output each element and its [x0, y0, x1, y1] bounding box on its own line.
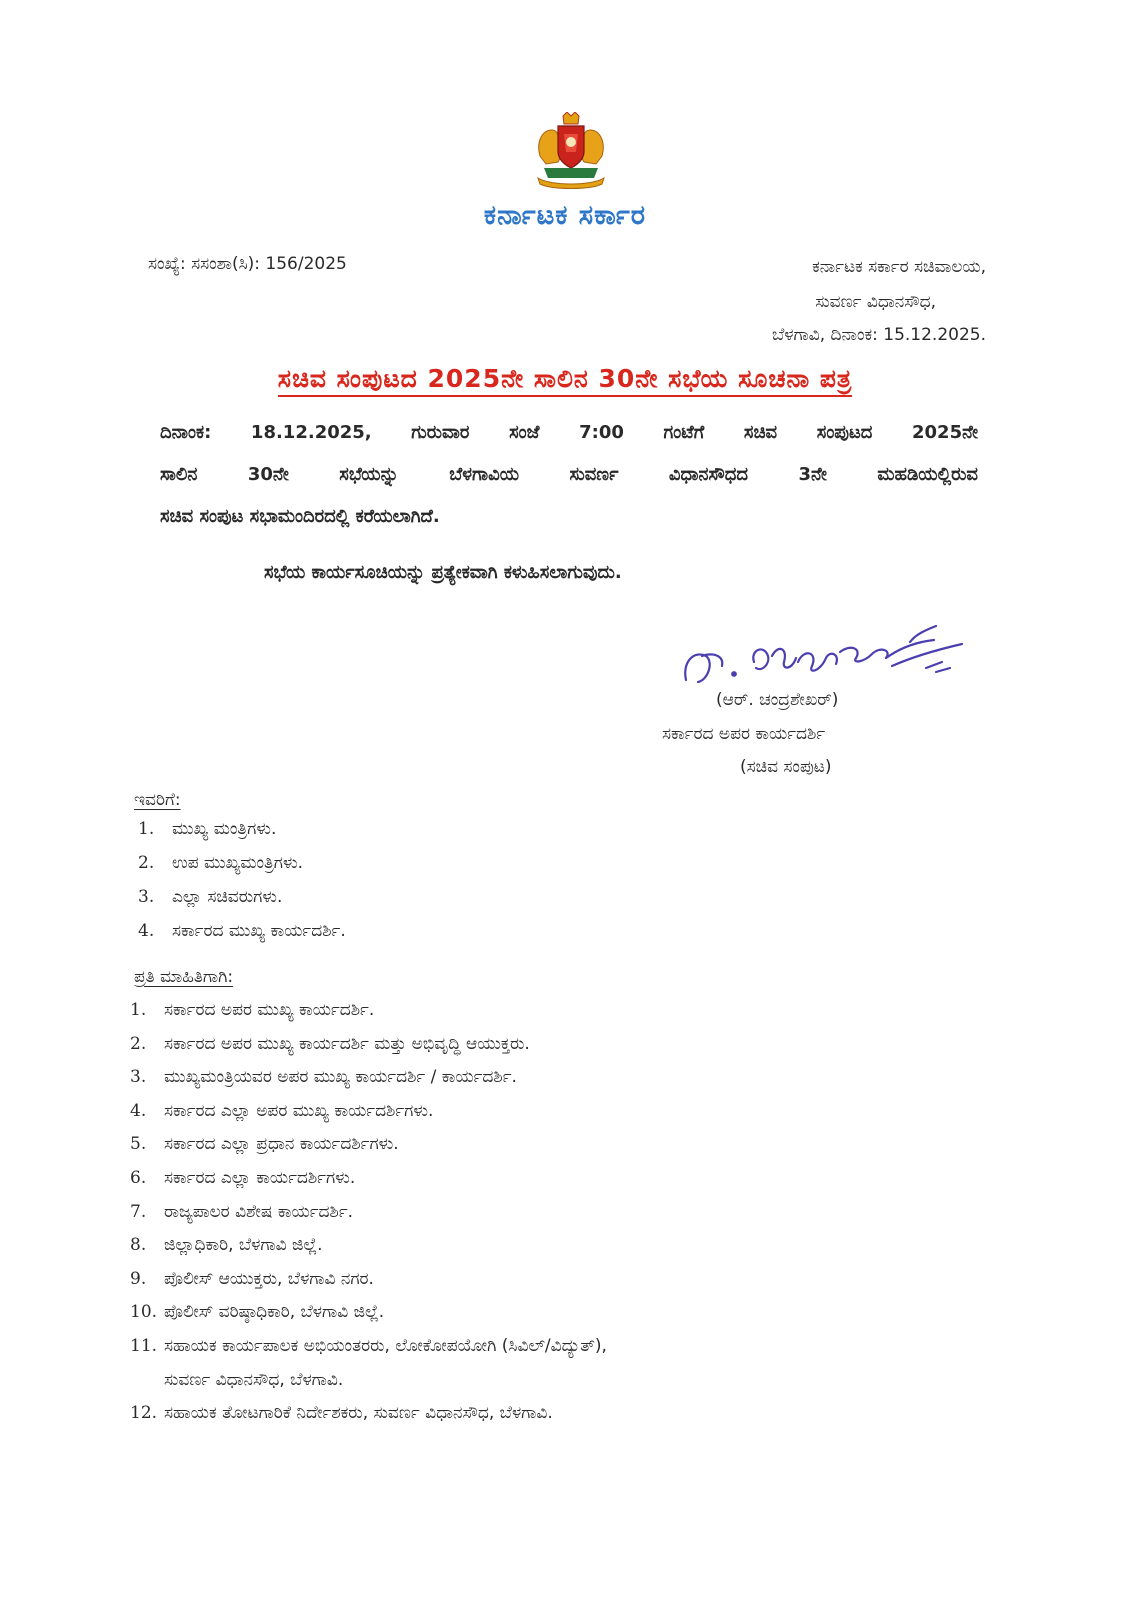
list-item-text: ಸಹಾಯಕ ತೋಟಗಾರಿಕೆ ನಿರ್ದೇಶಕರು, ಸುವರ್ಣ ವಿಧಾನಸೌಧ, ಬೆಳಗಾವಿ.: [164, 1403, 553, 1424]
signatory-department: (ಸಚಿವ ಸಂಪುಟ): [740, 757, 832, 777]
body-line-3: ಸಚಿವ ಸಂಪುಟ ಸಭಾಮಂದಿರದಲ್ಲಿ ಕರೆಯಲಾಗಿದೆ.: [160, 506, 440, 527]
list-item: [130, 1269, 374, 1289]
list-item-text: ಎಲ್ಲಾ ಸಚಿವರುಗಳು.: [172, 887, 283, 907]
copies-heading: ಪ್ರತಿ ಮಾಹಿತಿಗಾಗಿ:: [134, 967, 234, 987]
list-item-text: ಪೊಲೀಸ್ ವರಿಷ್ಠಾಧಿಕಾರಿ, ಬೆಳಗಾವಿ ಜಿಲ್ಲೆ.: [164, 1302, 385, 1323]
list-item-text: ಮುಖ್ಯ ಮಂತ್ರಿಗಳು.: [172, 819, 277, 839]
signatory-name: (ಆರ್. ಚಂದ್ರಶೇಖರ್): [716, 690, 839, 710]
list-item-text: ಸರ್ಕಾರದ ಅಪರ ಮುಖ್ಯ ಕಾರ್ಯದರ್ಶಿ.: [164, 1000, 375, 1020]
list-item-number: 4.: [138, 921, 155, 941]
list-item-number: 2.: [138, 853, 155, 873]
list-item: [130, 1134, 399, 1154]
list-item: [130, 1336, 607, 1356]
list-item-continuation: ಸುವರ್ಣ ವಿಧಾನಸೌಧ, ಬೆಳಗಾವಿ.: [164, 1369, 344, 1390]
agenda-note: ಸಭೆಯ ಕಾರ್ಯಸೂಚಿಯನ್ನು ಪ್ರತ್ಯೇಕವಾಗಿ ಕಳುಹಿಸಲಾಗುವುದು.: [264, 562, 622, 583]
list-item: [130, 1403, 553, 1423]
list-item-number: 1.: [138, 819, 155, 839]
list-item: [130, 1202, 353, 1222]
subject-text: ಸಚಿವ ಸಂಪುಟದ 2025ನೇ ಸಾಲಿನ 30ನೇ ಸಭೆಯ ಸೂಚನಾ ಪತ್ರ: [278, 364, 852, 397]
list-item-text: ರಾಜ್ಯಪಾಲರ ವಿಶೇಷ ಕಾರ್ಯದರ್ಶಿ.: [164, 1201, 354, 1222]
body-line-1: ದಿನಾಂಕ: 18.12.2025, ಗುರುವಾರ ಸಂಜೆ 7:00 ಗಂಟೆಗೆ ಸಚಿವ ಸಂಪುಟದ 2025ನೇ: [160, 422, 978, 443]
list-item-number: 4.: [130, 1100, 147, 1121]
list-item-number: 11.: [130, 1336, 158, 1356]
list-item: [130, 1168, 355, 1188]
list-item-text: ಸರ್ಕಾರದ ಎಲ್ಲಾ ಅಪರ ಮುಖ್ಯ ಕಾರ್ಯದರ್ಶಿಗಳು.: [164, 1100, 434, 1121]
list-item-text: ಸರ್ಕಾರದ ಎಲ್ಲಾ ಕಾರ್ಯದರ್ಶಿಗಳು.: [164, 1168, 356, 1188]
state-emblem-icon: [530, 112, 612, 190]
list-item-number: 8.: [130, 1235, 147, 1256]
list-item-number: 1.: [130, 1000, 147, 1020]
list-item: [130, 1302, 384, 1322]
list-item-text: ಸಹಾಯಕ ಕಾರ್ಯಪಾಲಕ ಅಭಿಯಂತರರು, ಲೋಕೋಪಯೋಗಿ (ಸಿವಿಲ್/ವಿದ್ಯುತ್),: [164, 1336, 607, 1356]
list-item-number: 3.: [130, 1067, 147, 1088]
list-item: [130, 1000, 374, 1020]
list-item-text: ಪೊಲೀಸ್ ಆಯುಕ್ತರು, ಬೆಳಗಾವಿ ನಗರ.: [164, 1268, 374, 1289]
signatory-designation: ಸರ್ಕಾರದ ಅಪರ ಕಾರ್ಯದರ್ಶಿ: [662, 724, 826, 744]
list-item-number: 10.: [130, 1302, 158, 1323]
list-item: [130, 1235, 323, 1255]
list-item-text: ಜಿಲ್ಲಾಧಿಕಾರಿ, ಬೆಳಗಾವಿ ಜಿಲ್ಲೆ.: [164, 1235, 323, 1256]
list-item-text: ಸರ್ಕಾರದ ಎಲ್ಲಾ ಪ್ರಧಾನ ಕಾರ್ಯದರ್ಶಿಗಳು.: [164, 1134, 399, 1155]
government-title: ಕರ್ನಾಟಕ ಸರ್ಕಾರ: [483, 200, 647, 231]
list-item-number: 7.: [130, 1201, 147, 1222]
list-item: [138, 921, 346, 941]
list-item: [138, 887, 282, 907]
list-item-number: 2.: [130, 1033, 147, 1054]
address-line-2: ಸುವರ್ಣ ವಿಧಾನಸೌಧ,: [815, 292, 936, 312]
list-item: [130, 1067, 517, 1087]
list-item: [130, 1101, 433, 1121]
list-item-text: ಉಪ ಮುಖ್ಯಮಂತ್ರಿಗಳು.: [172, 853, 303, 873]
list-item-text: ಸರ್ಕಾರದ ಅಪರ ಮುಖ್ಯ ಕಾರ್ಯದರ್ಶಿ ಮತ್ತು ಅಭಿವೃದ್ಧಿ ಆಯುಕ್ತರು.: [164, 1033, 530, 1054]
list-item-number: 6.: [130, 1168, 147, 1188]
list-item-number: 9.: [130, 1268, 147, 1289]
list-item-number: 3.: [138, 887, 155, 907]
address-date-line: ಬೆಳಗಾವಿ, ದಿನಾಂಕ: 15.12.2025.: [772, 325, 986, 345]
list-item: [130, 1034, 530, 1054]
list-item-number: 12.: [130, 1403, 158, 1424]
list-item-text: ಸರ್ಕಾರದ ಮುಖ್ಯ ಕಾರ್ಯದರ್ಶಿ.: [172, 921, 346, 941]
subject-heading: [0, 364, 1130, 394]
list-item-number: 5.: [130, 1134, 147, 1155]
body-line-2: ಸಾಲಿನ 30ನೇ ಸಭೆಯನ್ನು ಬೆಳಗಾವಿಯ ಸುವರ್ಣ ವಿಧಾನಸೌಧದ 3ನೇ ಮಹಡಿಯಲ್ಲಿರುವ: [160, 464, 978, 485]
list-item: [138, 819, 276, 839]
reference-number: ಸಂಖ್ಯೆ: ಸಸಂಶಾ(ಸಿ): 156/2025: [148, 254, 347, 274]
address-line-1: ಕರ್ನಾಟಕ ಸರ್ಕಾರ ಸಚಿವಾಲಯ,: [812, 257, 986, 277]
list-item: [138, 853, 303, 873]
list-item-text: ಮುಖ್ಯಮಂತ್ರಿಯವರ ಅಪರ ಮುಖ್ಯ ಕಾರ್ಯದರ್ಶಿ / ಕಾರ್ಯದರ್ಶಿ.: [164, 1067, 517, 1088]
recipients-heading: ಇವರಿಗೆ:: [134, 790, 181, 810]
